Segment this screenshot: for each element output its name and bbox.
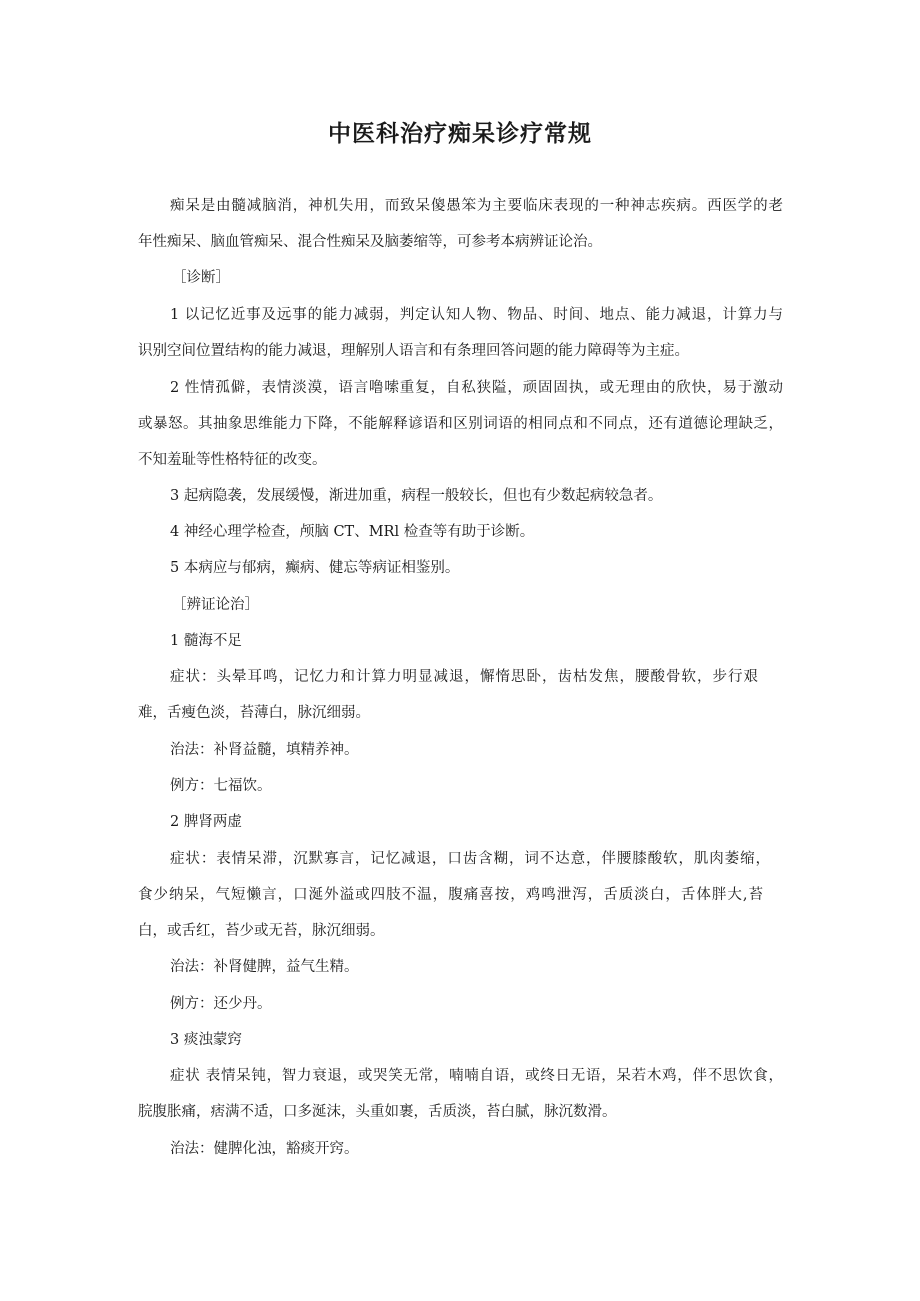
type-2-name: 2 脾肾两虚 <box>170 814 242 830</box>
diagnosis-item-2-line-2: 或暴怒。其抽象思维能力下降，不能解释谚语和区别词语的相同点和不同点，还有道德论理缺乏， <box>138 416 783 432</box>
type-2-formula: 例方：还少丹。 <box>170 996 272 1012</box>
type-3-symptom-line-1: 症状 表情呆钝，智力衰退，或哭笑无常，喃喃自语，或终日无语，呆若木鸡，伴不思饮食， <box>170 1068 783 1084</box>
type-3-symptom-line-2: 脘腹胀痛，痞满不适，口多涎沫，头重如裹，舌质淡，苔白腻，脉沉数滑。 <box>138 1104 617 1120</box>
intro-line-1: 痴呆是由髓减脑消，神机失用，而致呆傻愚笨为主要临床表现的一种神志疾病。西医学的老 <box>170 198 783 214</box>
page-title: 中医科治疗痴呆诊疗常规 <box>328 121 592 147</box>
type-1-symptom-line-1: 症状：头晕耳鸣，记忆力和计算力明显减退，懈惰思卧，齿枯发焦，腰酸骨软，步行艰 <box>170 669 758 685</box>
diagnosis-item-1-line-1: 1 以记忆近事及远事的能力减弱，判定认知人物、物品、时间、地点、能力减退，计算力与 <box>170 307 783 323</box>
type-1-name: 1 髓海不足 <box>170 633 242 649</box>
type-3-method: 治法：健脾化浊，豁痰开窍。 <box>170 1141 359 1157</box>
type-2-method: 治法：补肾健脾，益气生精。 <box>170 959 359 975</box>
type-1-symptom-line-2: 难，舌瘦色淡，苔薄白，脉沉细弱。 <box>138 705 370 721</box>
section-heading-treatment: ［辨证论治］ <box>172 597 259 613</box>
type-3-name: 3 痰浊蒙窍 <box>170 1032 242 1048</box>
type-2-symptom-line-1: 症状：表情呆滞，沉默寡言，记忆减退，口齿含糊，词不达意，伴腰膝酸软，肌肉萎缩， <box>170 851 770 867</box>
type-2-symptom-line-3: 白，或舌红，苔少或无苔，脉沉细弱。 <box>138 923 385 939</box>
diagnosis-item-1-line-2: 识别空间位置结构的能力减退，理解别人语言和有条理回答问题的能力障碍等为主症。 <box>138 343 689 359</box>
diagnosis-item-2-line-3: 不知羞耻等性格特征的改变。 <box>138 452 327 468</box>
type-1-method: 治法：补肾益髓，填精养神。 <box>170 742 359 758</box>
diagnosis-item-4: 4 神经心理学检查，颅脑 CT、MRl 检查等有助于诊断。 <box>170 524 535 540</box>
type-2-symptom-line-2: 食少纳呆，气短懒言，口涎外溢或四肢不温，腹痛喜按，鸡鸣泄泻，舌质淡白，舌体胖大,苔 <box>138 887 763 903</box>
section-heading-diagnosis: ［诊断］ <box>172 270 230 286</box>
diagnosis-item-3: 3 起病隐袭，发展缓慢，渐进加重，病程一般较长，但也有少数起病较急者。 <box>170 488 663 504</box>
intro-line-2: 年性痴呆、脑血管痴呆、混合性痴呆及脑萎缩等，可参考本病辨证论治。 <box>138 234 602 250</box>
type-1-formula: 例方：七福饮。 <box>170 778 272 794</box>
diagnosis-item-5: 5 本病应与郁病，癫病、健忘等病证相鉴别。 <box>170 560 460 576</box>
diagnosis-item-2-line-1: 2 性情孤僻，表情淡漠，语言噜嗦重复，自私狭隘，顽固固执，或无理由的欣快，易于激动 <box>170 380 783 396</box>
